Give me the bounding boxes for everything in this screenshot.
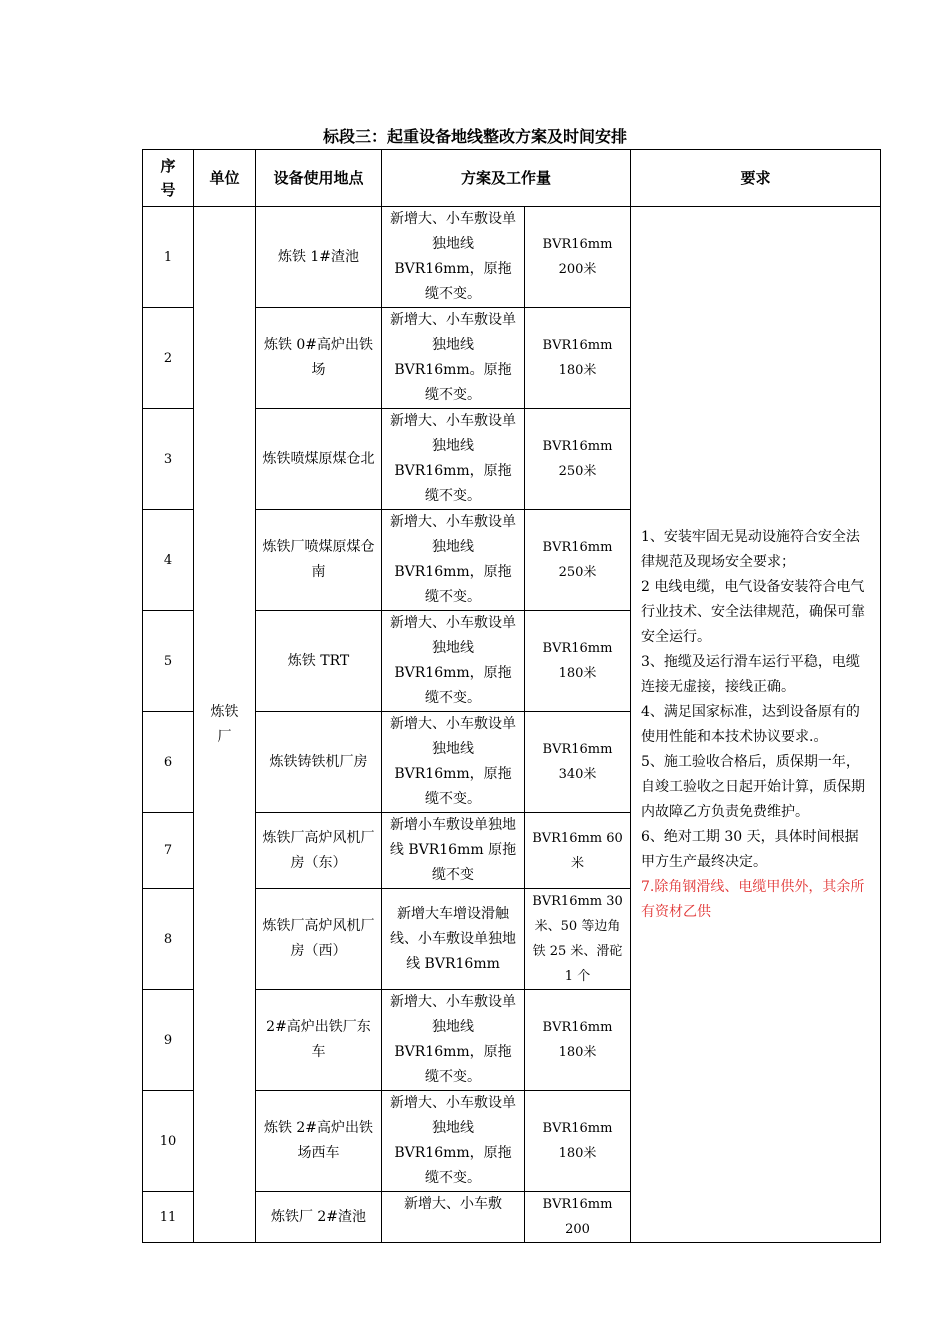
header-seq: 序号	[143, 150, 194, 207]
requirement-item: 5、施工验收合格后，质保期一年，自竣工验收之日起开始计算，质保期内故障乙方负责免费维护。	[641, 753, 866, 820]
row-number: 10	[143, 1091, 194, 1192]
location-cell: 炼铁厂高炉风机厂房（西）	[256, 889, 382, 990]
row-number: 2	[143, 308, 194, 409]
plan-cell: 新增大、小车敷设单独地线BVR16mm，原拖缆不变。	[382, 409, 525, 510]
header-unit: 单位	[194, 150, 256, 207]
row-number: 5	[143, 611, 194, 712]
requirement-item: 2 电线电缆，电气设备安装符合电气行业技术、安全法律规范，确保可靠安全运行。	[641, 578, 866, 645]
row-number: 6	[143, 712, 194, 813]
quantity-cell: BVR16mm 180米	[525, 1091, 631, 1192]
row-number: 3	[143, 409, 194, 510]
quantity-cell: BVR16mm 200米	[525, 207, 631, 308]
header-location: 设备使用地点	[256, 150, 382, 207]
quantity-cell: BVR16mm 250米	[525, 409, 631, 510]
header-plan: 方案及工作量	[382, 150, 631, 207]
plan-cell: 新增大、小车敷设单独地线BVR16mm，原拖缆不变。	[382, 1091, 525, 1192]
row-number: 1	[143, 207, 194, 308]
plan-cell: 新增大车增设滑触线、小车敷设单独地线 BVR16mm	[382, 889, 525, 990]
table-row	[143, 207, 881, 308]
requirement-item: 3、拖缆及运行滑车运行平稳，电缆连接无虚接，接线正确。	[641, 653, 860, 695]
quantity-cell: BVR16mm 180米	[525, 990, 631, 1091]
unit-cell: 炼铁厂	[194, 207, 256, 1243]
requirement-item: 4、满足国家标准，达到设备原有的使用性能和本技术协议要求.。	[641, 703, 860, 745]
location-cell: 炼铁喷煤原煤仓北	[256, 409, 382, 510]
header-requirement: 要求	[631, 150, 881, 207]
row-number: 11	[143, 1192, 194, 1243]
row-number: 8	[143, 889, 194, 990]
quantity-cell: BVR16mm 340米	[525, 712, 631, 813]
quantity-cell: BVR16mm 200	[525, 1192, 631, 1243]
requirement-red-note: 7.除角钢滑线、电缆甲供外，其余所有资材乙供	[641, 878, 865, 920]
quantity-cell: BVR16mm 60米	[525, 813, 631, 889]
location-cell: 炼铁 1#渣池	[256, 207, 382, 308]
location-cell: 2#高炉出铁厂东车	[256, 990, 382, 1091]
plan-cell: 新增大、小车敷设单独地线BVR16mm。原拖缆不变。	[382, 308, 525, 409]
plan-cell: 新增大、小车敷设单独地线BVR16mm，原拖缆不变。	[382, 510, 525, 611]
quantity-cell: BVR16mm 180米	[525, 308, 631, 409]
quantity-cell: BVR16mm 180米	[525, 611, 631, 712]
location-cell: 炼铁厂 2#渣池	[256, 1192, 382, 1243]
plan-cell: 新增大、小车敷设单独地线BVR16mm，原拖缆不变。	[382, 207, 525, 308]
location-cell: 炼铁厂喷煤原煤仓南	[256, 510, 382, 611]
plan-cell: 新增大、小车敷设单独地线BVR16mm，原拖缆不变。	[382, 990, 525, 1091]
plan-cell: 新增小车敷设单独地线 BVR16mm 原拖缆不变	[382, 813, 525, 889]
plan-cell: 新增大、小车敷设单独地线BVR16mm，原拖缆不变。	[382, 712, 525, 813]
quantity-cell: BVR16mm 250米	[525, 510, 631, 611]
location-cell: 炼铁 0#高炉出铁场	[256, 308, 382, 409]
requirements-cell	[631, 207, 881, 1243]
plan-cell: 新增大、小车敷	[382, 1192, 525, 1243]
location-cell: 炼铁铸铁机厂房	[256, 712, 382, 813]
row-number: 4	[143, 510, 194, 611]
row-number: 9	[143, 990, 194, 1091]
rectification-table	[142, 149, 881, 1243]
header-row	[143, 150, 881, 207]
location-cell: 炼铁厂高炉风机厂房（东）	[256, 813, 382, 889]
location-cell: 炼铁 2#高炉出铁场西车	[256, 1091, 382, 1192]
page-title: 标段三：起重设备地线整改方案及时间安排	[322, 127, 627, 146]
quantity-cell: BVR16mm 30米、50 等边角铁 25 米、滑砣 1 个	[525, 889, 631, 990]
requirement-item: 1、安装牢固无晃动设施符合安全法律规范及现场安全要求；	[641, 528, 860, 570]
row-number: 7	[143, 813, 194, 889]
plan-cell: 新增大、小车敷设单独地线BVR16mm，原拖缆不变。	[382, 611, 525, 712]
location-cell: 炼铁 TRT	[256, 611, 382, 712]
requirement-item: 6、绝对工期 30 天，具体时间根据甲方生产最终决定。	[641, 828, 859, 870]
